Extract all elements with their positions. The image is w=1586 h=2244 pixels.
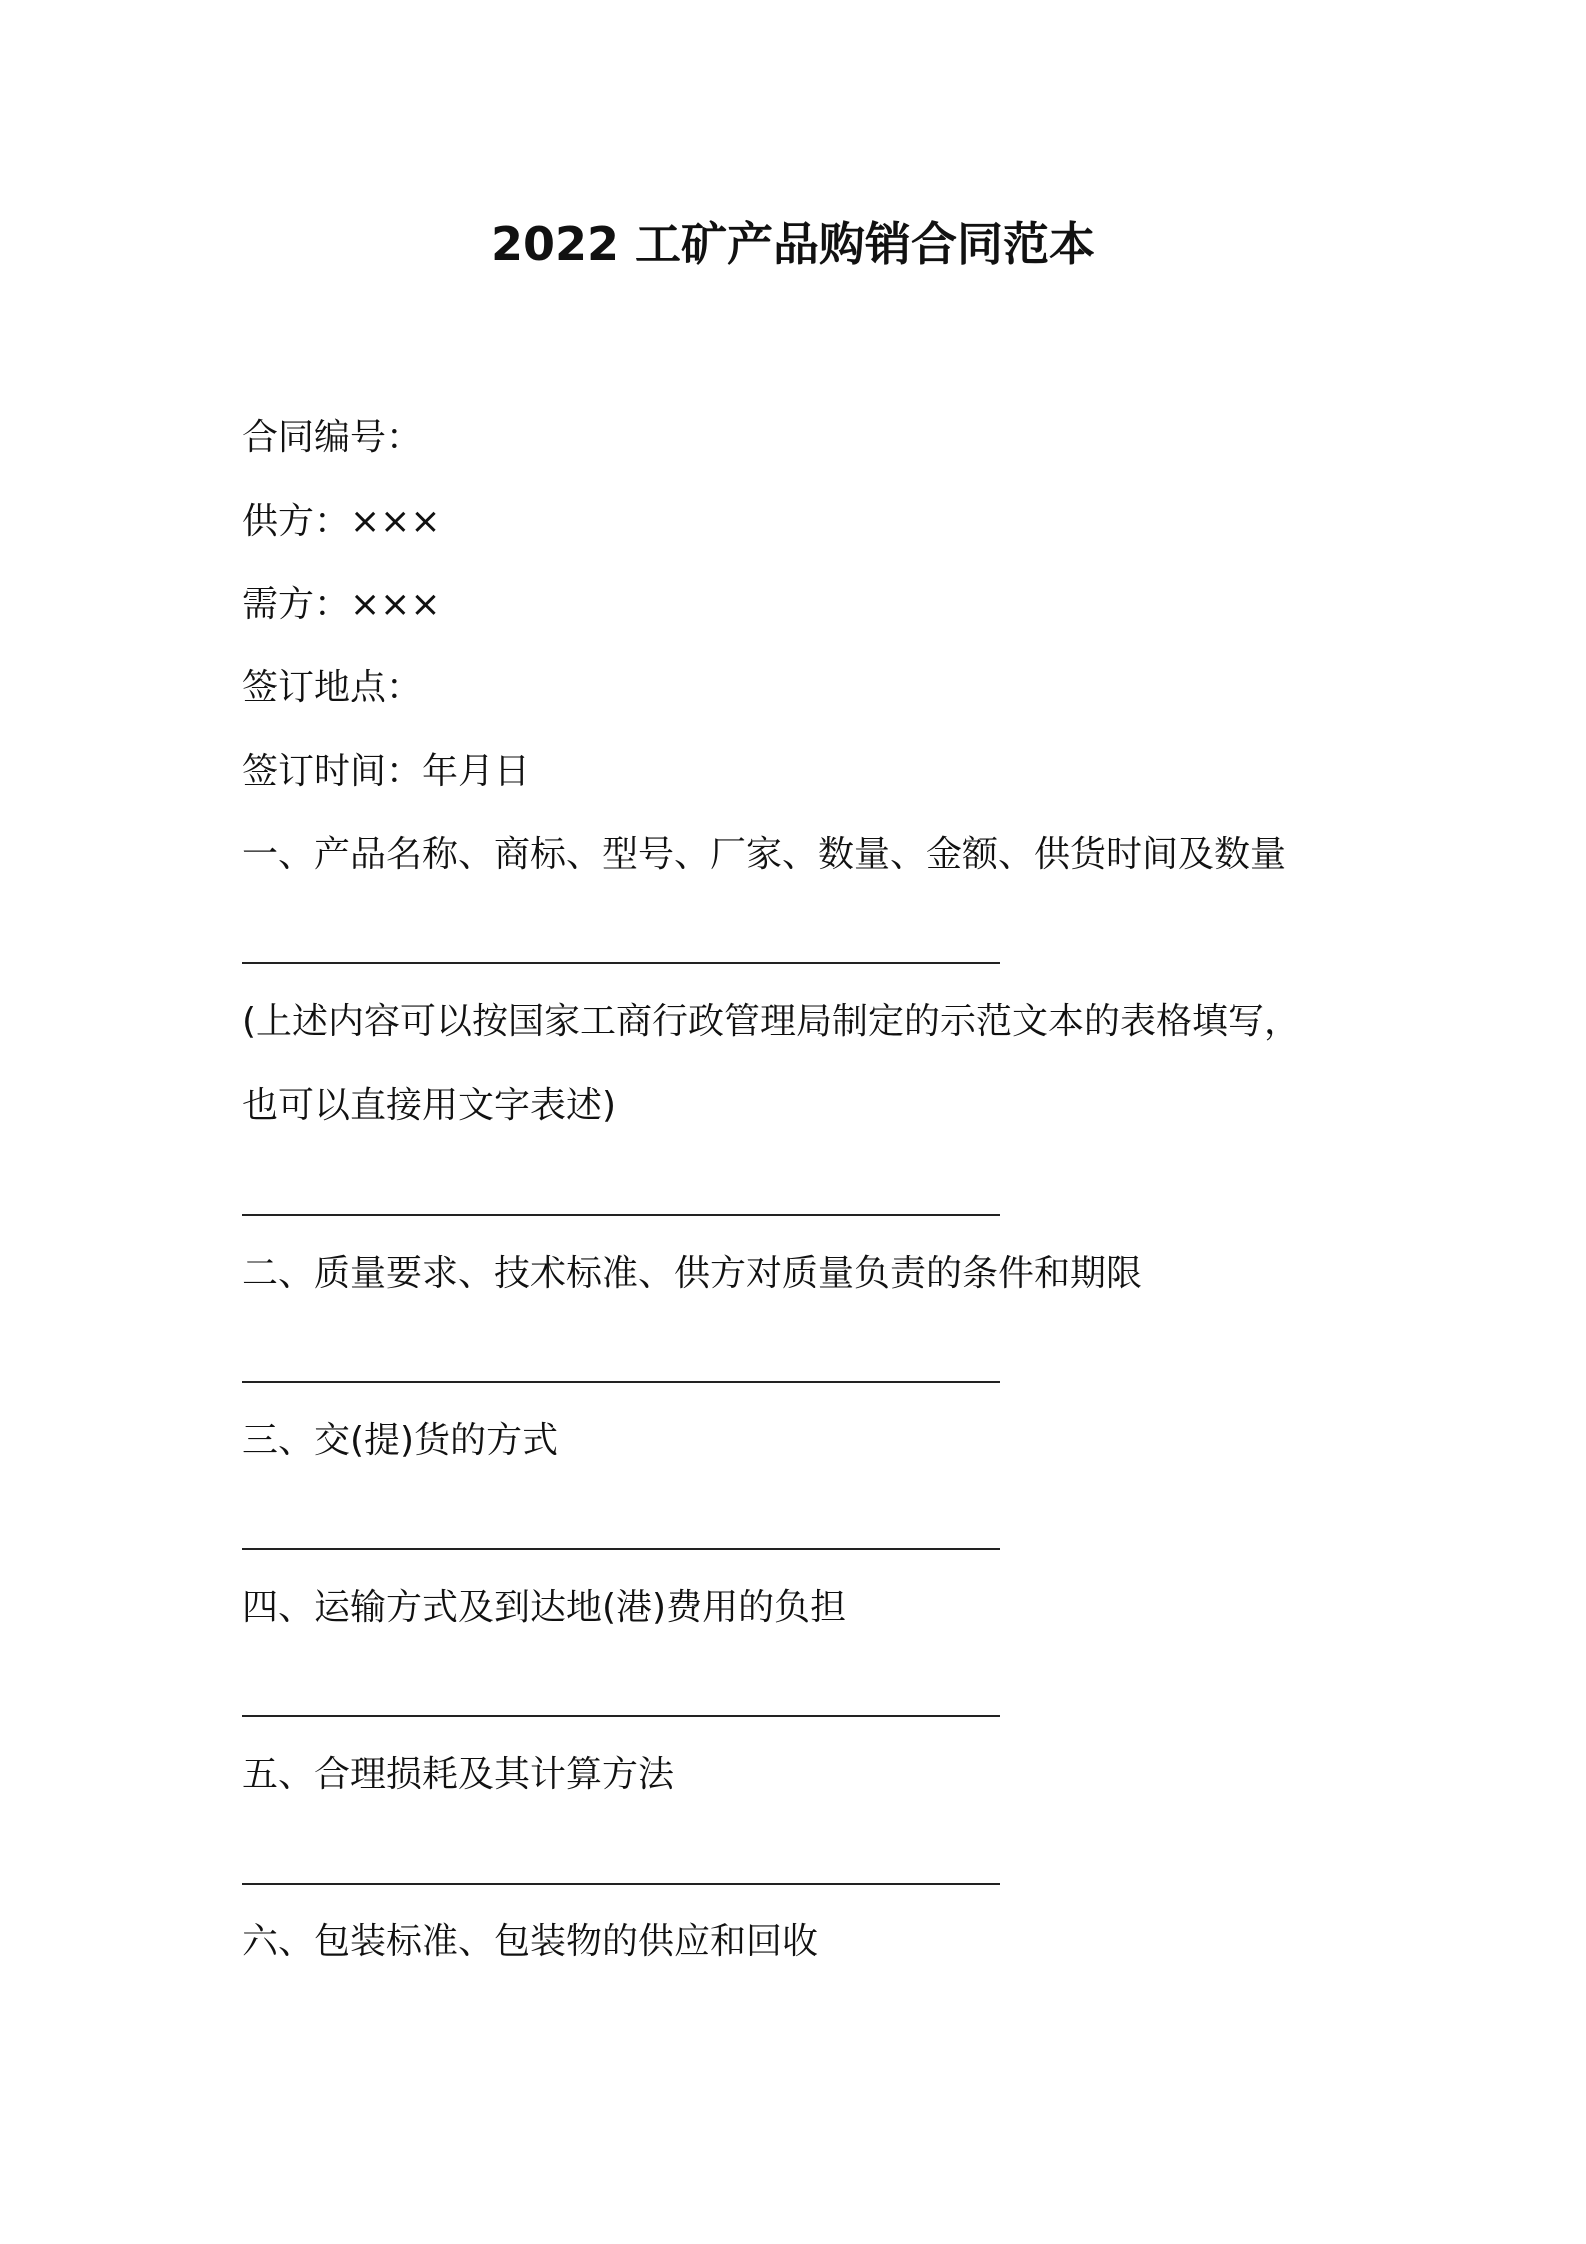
section-4-heading: 四、运输方式及到达地(港)费用的负担 — [242, 1587, 847, 1628]
buyer-label: 需方：××× — [242, 584, 441, 625]
blank-line-4 — [242, 1548, 1000, 1550]
section-1-heading: 一、产品名称、商标、型号、厂家、数量、金额、供货时间及数量 — [242, 834, 1287, 875]
section-2-heading: 二、质量要求、技术标准、供方对质量负责的条件和期限 — [242, 1253, 1143, 1294]
blank-line-1 — [242, 962, 1000, 964]
section-6-heading: 六、包装标准、包装物的供应和回收 — [242, 1921, 819, 1962]
section-5-heading: 五、合理损耗及其计算方法 — [242, 1754, 675, 1795]
supplier-label: 供方：××× — [242, 501, 441, 542]
signing-time-label: 签订时间：年月日 — [242, 751, 531, 792]
section-1-note-line-2: 也可以直接用文字表述) — [242, 1085, 617, 1126]
blank-line-2 — [242, 1214, 1000, 1216]
blank-line-5 — [242, 1715, 1000, 1717]
section-1-note-line-1: (上述内容可以按国家工商行政管理局制定的示范文本的表格填写， — [242, 1001, 1301, 1042]
document-title: 2022 工矿产品购销合同范本 — [490, 217, 1096, 271]
blank-line-6 — [242, 1883, 1000, 1885]
contract-number-label: 合同编号： — [242, 417, 423, 458]
blank-line-3 — [242, 1381, 1000, 1383]
signing-place-label: 签订地点： — [242, 667, 423, 708]
section-3-heading: 三、交(提)货的方式 — [242, 1420, 559, 1461]
